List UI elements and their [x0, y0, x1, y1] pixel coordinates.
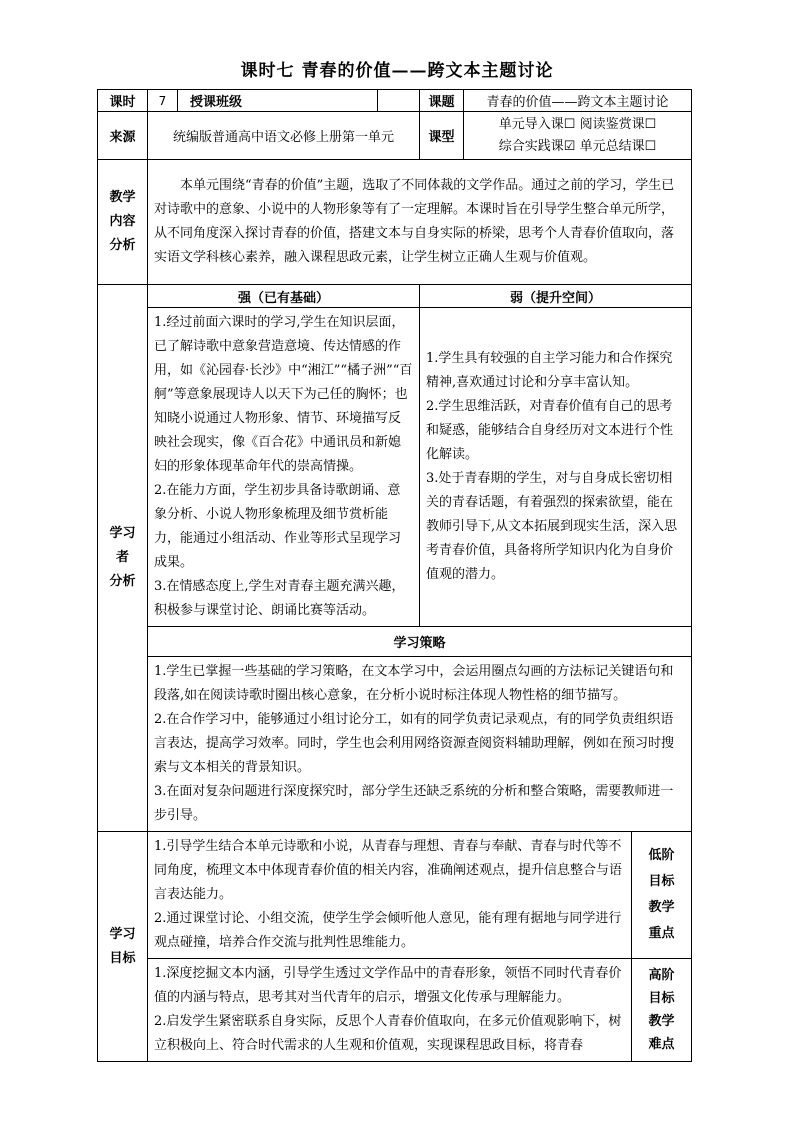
class-value: [378, 90, 420, 112]
lesson-type-line-2: 综合实践课☑ 单元总结课☐: [498, 138, 657, 154]
strong-item: 1.经过前面六课时的学习,学生在知识层面，已了解诗歌中意象营造意境、传达情感的作用，如《沁园春·长沙》中“湘江”“橘子洲”“百舸”等意象展现诗人以天下为己任的胸怀；也知晓小说通过人物形象、情节、环境描写反映社会现实，像《百合花》中通讯员和新媳妇的形象体现革命年代的崇高情操。: [154, 315, 413, 474]
topic-label: 课题: [420, 90, 464, 112]
weak-header: 弱（提升空间）: [420, 285, 692, 308]
strong-item: 3.在情感态度上,学生对青春主题充满兴趣，积极参与课堂讨论、朗诵比赛等活动。: [154, 579, 405, 618]
strong-item: 2.在能力方面，学生初步具备诗歌朗诵、意象分析、小说人物形象梳理及细节赏析能力，能通过小组活动、作业等形式呈现学习成果。: [154, 483, 402, 570]
page-title: 课时七 青春的价值——跨文本主题讨论: [240, 61, 554, 81]
high-goals-content: [148, 959, 632, 1062]
high-goals-side-label: 高阶 目标 教学 难点: [632, 959, 692, 1062]
low-goal-item: 2.通过课堂讨论、小组交流，使学生学会倾听他人意见，能有理有据地与同学进行观点碰撞，培养合作交流与批判性思维能力。: [154, 911, 622, 950]
low-goals-side-label: 低阶 目标 教学 重点: [632, 832, 692, 959]
strong-header: 强（已有基础）: [148, 285, 420, 308]
weak-content: [420, 308, 692, 627]
source-value: 统编版普通高中语文必修上册第一单元: [148, 112, 420, 160]
lesson-plan-table: [97, 89, 692, 1062]
weak-item: 3.处于青春期的学生，对与自身成长密切相关的青春话题，有着强烈的探索欲望，能在教师引导下,从文本拓展到现实生活，深入思考青春价值，具备将所学知识内化为自身价值观的潜力。: [426, 471, 678, 582]
type-label: 课型: [420, 112, 464, 160]
lesson-type-options: [464, 112, 692, 160]
low-goals-content: [148, 832, 632, 959]
high-goal-item: 1.深度挖掘文本内涵，引导学生透过文学作品中的青春形象，领悟不同时代青春价值的内涵与特点，思考其对当代青年的启示，增强文化传承与理解能力。: [154, 966, 622, 1005]
learner-label: 学习 者 分析: [98, 285, 148, 832]
topic-value: 青春的价值——跨文本主题讨论: [464, 90, 692, 112]
weak-item: 2.学生思维活跃，对青春价值有自己的思考和疑惑，能够结合自身经历对文本进行个性化解读。: [426, 399, 674, 462]
strategy-item: 2.在合作学习中，能够通过小组讨论分工，如有的同学负责记录观点，有的同学负责组织语言表达，提高学习效率。同时，学生也会利用网络资源查阅资料辅助理解，例如在预习时搜索与文本相关的背景知识。: [154, 712, 675, 775]
weak-item: 1.学生具有较强的自主学习能力和合作探究精神,喜欢通过讨论和分享丰富认知。: [426, 351, 673, 390]
source-label: 来源: [98, 112, 148, 160]
strategy-item: 3.在面对复杂问题进行深度探究时，部分学生还缺乏系统的分析和整合策略，需要教师进一步引导。: [154, 784, 674, 823]
low-goal-item: 1.引导学生结合本单元诗歌和小说，从青春与理想、青春与奉献、青春与时代等不同角度，梳理文本中体现青春价值的相关内容，准确阐述观点，提升信息整合与语言表达能力。: [154, 839, 623, 902]
strategy-item: 1.学生已掌握一些基础的学习策略，在文本学习中，会运用圈点勾画的方法标记关键语句和段落,如在阅读诗歌时圈出核心意象，在分析小说时标注体现人物性格的细节描写。: [154, 664, 674, 703]
keshi-value: 7: [148, 90, 178, 112]
analysis-label: 教学 内容 分析: [98, 160, 148, 285]
high-goal-item: 2.启发学生紧密联系自身实际，反思个人青春价值取向，在多元价值观影响下，树立积极向上、符合时代需求的人生观和价值观，实现课程思政目标，将青春: [154, 1014, 622, 1053]
goals-label: 学习 目标: [98, 832, 148, 1062]
strategy-content: [148, 657, 692, 832]
analysis-text: 本单元围绕“青春的价值”主题，选取了不同体裁的文学作品。通过之前的学习，学生已对诗歌中的意象、小说中的人物形象等有了一定理解。本课时旨在引导学生整合单元所学，从不同角度深入探讨青春的价值，搭建文本与自身实际的桥梁，思考个人青春价值取向，落实语文学科核心素养，融入课程思政元素，让学生树立正确人生观与价值观。: [148, 160, 692, 285]
strategy-header: 学习策略: [148, 627, 692, 657]
lesson-type-line-1: 单元导入课☐ 阅读鉴赏课☐: [498, 116, 657, 132]
strong-content: [148, 308, 420, 627]
keshi-label: 课时: [98, 90, 148, 112]
class-label: 授课班级: [178, 90, 378, 112]
